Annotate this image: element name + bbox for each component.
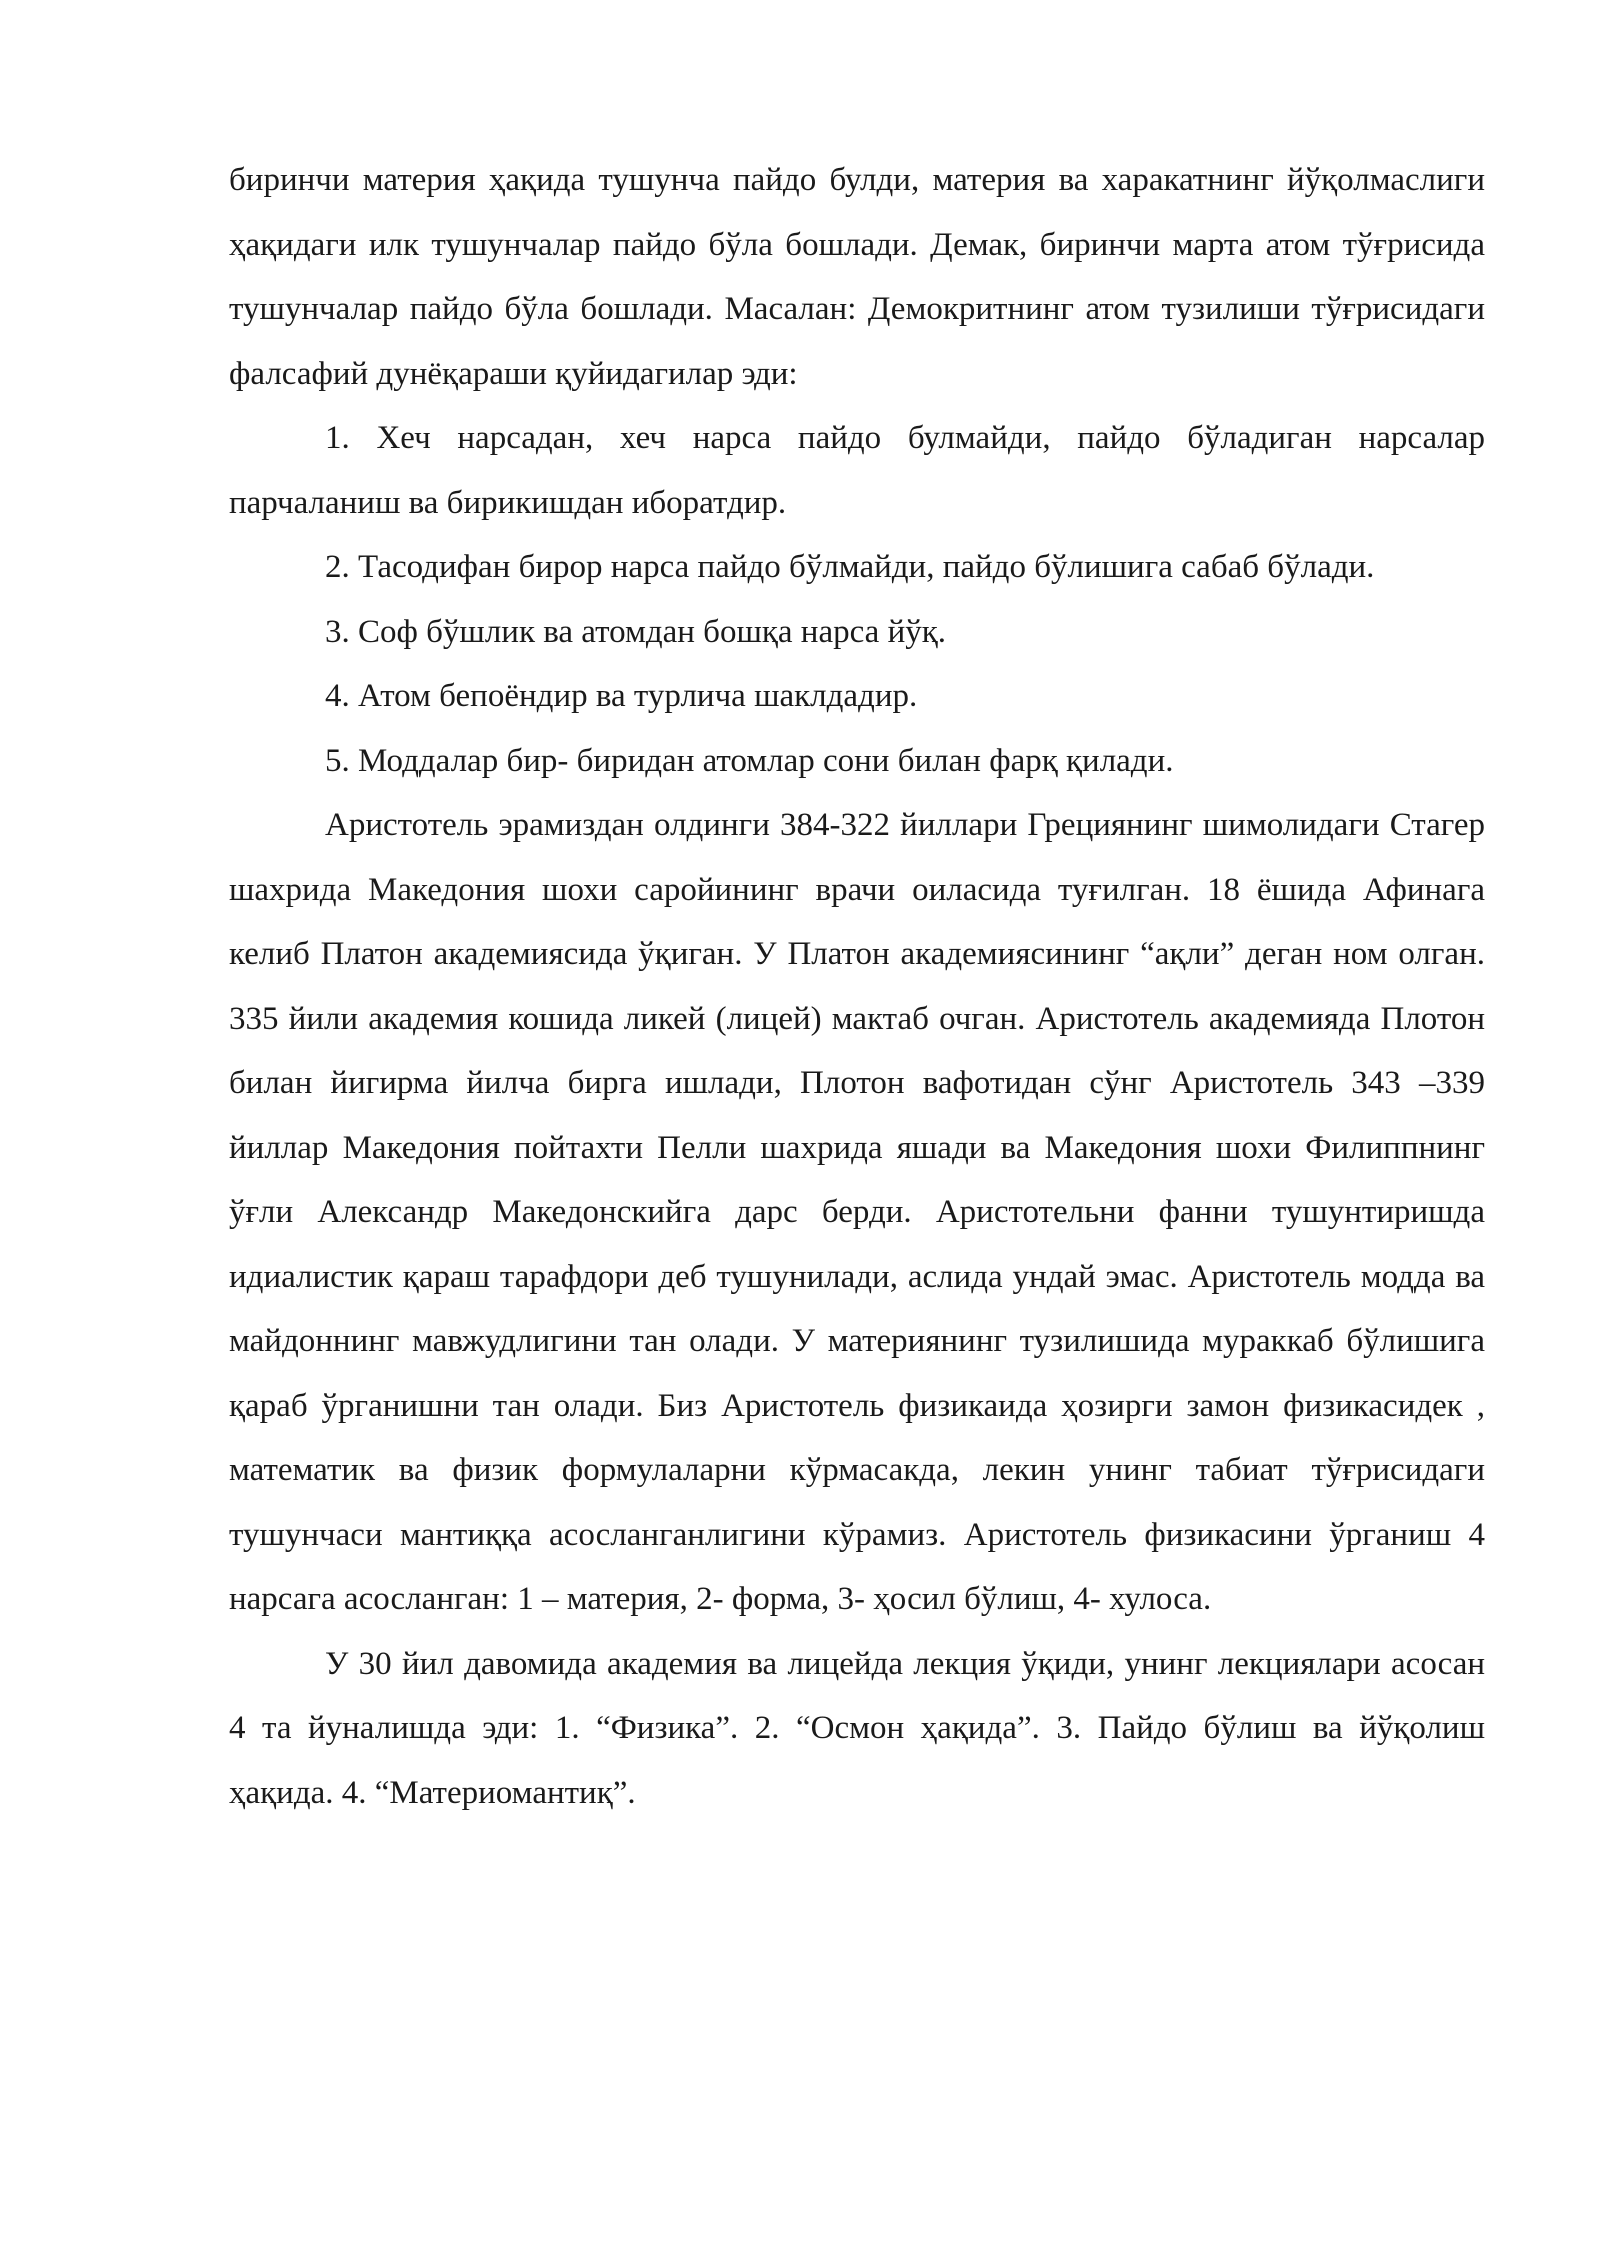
list-item-2: 2. Тасодифан бирор нарса пайдо бўлмайди, пайдо бўлишига сабаб бўлади. bbox=[325, 549, 1375, 585]
aristotle-paragraph: Аристотель эрамиздан олдинги 384-322 йиллари Грециянинг шимолидаги Стагер шахрида Македония шохи саройининг врачи оиласида туғилган. 18 ёшида Афинага келиб Платон академиясида ўқиган. У Платон академиясининг “ақли” деган ном олган. 335 йили академия кошида ликей (лицей) мактаб очган. Аристотель академияда Плотон билан йигирма йилча бирга ишлади, Плотон вафотидан сўнг Аристотель 343 –339 йиллар Македония пойтахти Пелли шахрида яшади ва Македония шохи Филиппнинг ўғли Александр Македонскийга дарс берди. Аристотельни фанни тушунтиришда идиалистик қараш тарафдори деб тушунилади, аслида ундай эмас. Аристотель модда ва майдоннинг мавжудлигини тан олади. У материянинг тузилишида мураккаб бўлишига қараб ўрганишни тан олади. Биз Аристотель физикаида ҳозирги замон физикасидек , математик ва физик формулаларни кўрмасакда, лекин унинг табиат тўғрисидаги тушунчаси мантиққа асосланганлигини кўрамиз. Аристотель физикасини ўрганиш 4 нарсага асосланган: 1 – материя, 2- форма, 3- ҳосил бўлиш, 4- хулоса. bbox=[229, 807, 1485, 1617]
lectures-paragraph: У 30 йил давомида академия ва лицейда лекция ўқиди, унинг лекциялари асосан 4 та йуналишда эди: 1. “Физика”. 2. “Осмон ҳақида”. 3. Пайдо бўлиш ва йўқолиш ҳақида. 4. “Материомантиқ”. bbox=[229, 1645, 1485, 1811]
list-item-3: 3. Соф бўшлик ва атомдан бошқа нарса йўқ. bbox=[325, 613, 947, 650]
list-item-1: 1. Хеч нарсадан, хеч нарса пайдо булмайди, пайдо бўладиган нарсалар парчаланиш ва бирикишдан иборатдир. bbox=[229, 420, 1485, 521]
document-page bbox=[229, 148, 1485, 1825]
list-item-5: 5. Моддалар бир- биридан атомлар сони билан фарқ қилади. bbox=[325, 742, 1174, 779]
list-item-4: 4. Атом бепоёндир ва турлича шаклдадир. bbox=[325, 678, 918, 714]
intro-paragraph: биринчи материя ҳақида тушунча пайдо булди, материя ва харакатнинг йўқолмаслиги ҳақидаги илк тушунчалар пайдо бўла бошлади. Демак, биринчи марта атом тўғрисида тушунчалар пайдо бўла бошлади. Масалан: Демокритнинг атом тузилиши тўғрисидаги фалсафий дунёқараши қуйидагилар эди: bbox=[229, 162, 1485, 392]
